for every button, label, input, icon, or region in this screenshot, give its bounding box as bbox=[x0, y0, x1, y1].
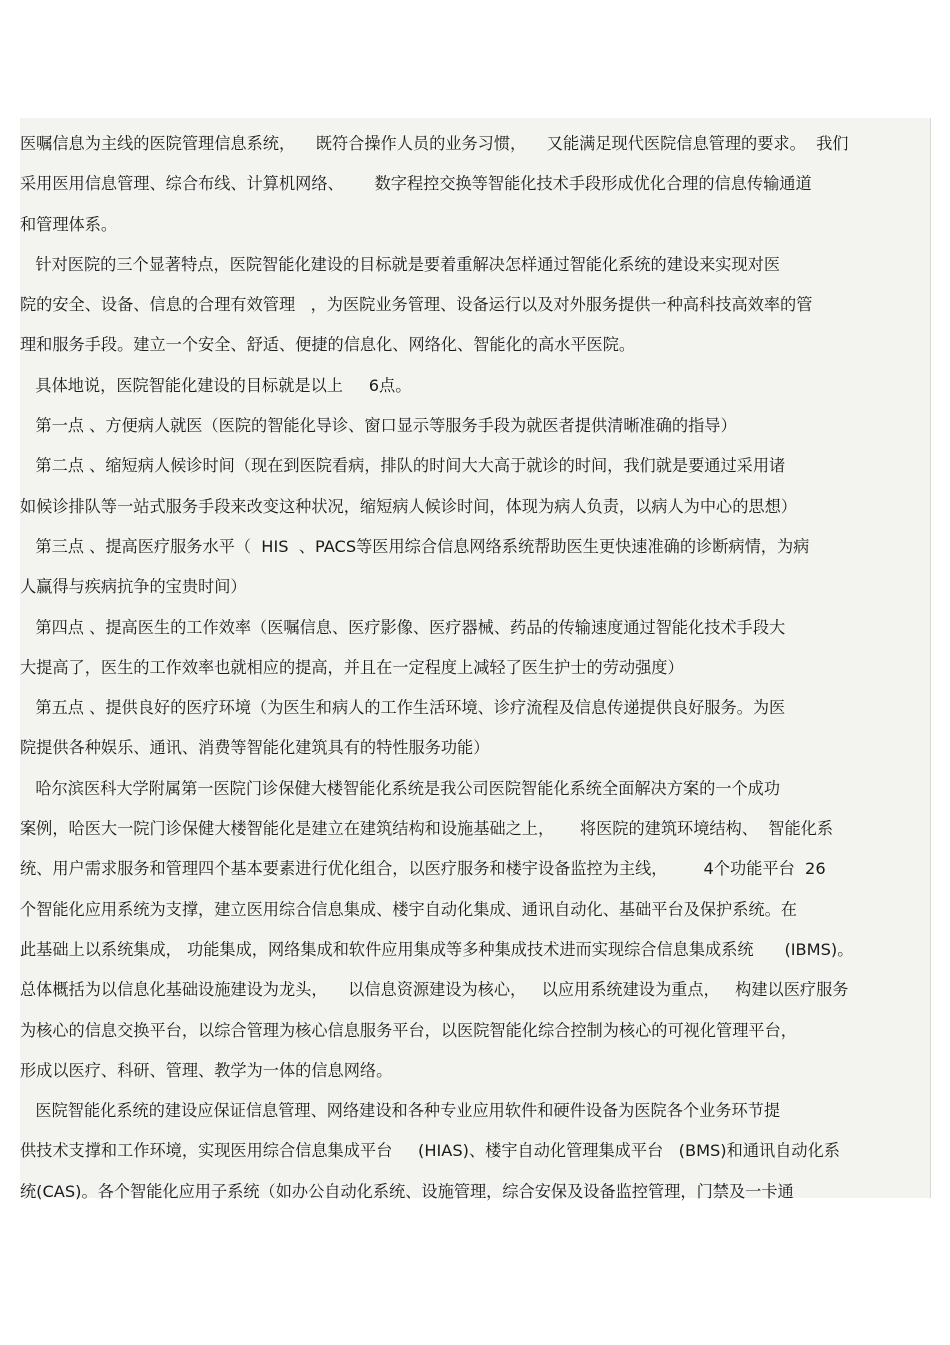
text-line: 第五点 、提供良好的医疗环境（为医生和病人的工作生活环境、诊疗流程及信息传递提供良好服务。为医 bbox=[20, 698, 786, 718]
text-line: 统、用户需求服务和管理四个基本要素进行优化组合，以医疗服务和楼宇设备监控为主线， 4个功能平台 26 bbox=[20, 859, 826, 879]
text-line: 理和服务手段。建立一个安全、舒适、便捷的信息化、网络化、智能化的高水平医院。 bbox=[20, 335, 636, 355]
text-line: 第一点 、方便病人就医（医院的智能化导诊、窗口显示等服务手段为就医者提供清晰准确的指导） bbox=[20, 416, 737, 436]
text-line: 和管理体系。 bbox=[20, 214, 118, 234]
text-line: 院的安全、设备、信息的合理有效管理 ，为医院业务管理、设备运行以及对外服务提供一种高科技高效率的管 bbox=[20, 295, 813, 315]
text-line: 形成以医疗、科研、管理、教学为一体的信息网络。 bbox=[20, 1060, 393, 1080]
text-line: 第四点 、提高医生的工作效率（医嘱信息、医疗影像、医疗器械、药品的传输速度通过智能化技术手段大 bbox=[20, 617, 786, 637]
text-line: 采用医用信息管理、综合布线、计算机网络、 数字程控交换等智能化技术手段形成优化合理的信息传输通道 bbox=[20, 174, 812, 194]
text-line: 案例，哈医大一院门诊保健大楼智能化是建立在建筑结构和设施基础之上， 将医院的建筑环境结构、 智能化系 bbox=[20, 819, 834, 839]
text-line: 院提供各种娱乐、通讯、消费等智能化建筑具有的特性服务功能） bbox=[20, 738, 490, 758]
text-line: 总体概括为以信息化基础设施建设为龙头， 以信息资源建设为核心， 以应用系统建设为重点， 构建以医疗服务 bbox=[20, 980, 849, 1000]
text-line: 具体地说，医院智能化建设的目标就是以上 6点。 bbox=[20, 375, 412, 395]
text-line: 人赢得与疾病抗争的宝贵时间） bbox=[20, 577, 247, 597]
text-line: 第二点 、缩短病人候诊时间（现在到医院看病，排队的时间大大高于就诊的时间，我们就是要通过采用诸 bbox=[20, 456, 786, 476]
text-line: 第三点 、提高医疗服务水平（ HIS 、PACS等医用综合信息网络系统帮助医生更快速准确的诊断病情，为病 bbox=[20, 536, 810, 556]
text-line: 此基础上以系统集成， 功能集成，网络集成和软件应用集成等多种集成技术进而实现综合信息集成系统 (IBMS)。 bbox=[20, 939, 854, 959]
text-line: 针对医院的三个显著特点，医院智能化建设的目标就是要着重解决怎样通过智能化系统的建设来实现对医 bbox=[20, 254, 781, 274]
text-line: 统(CAS)。各个智能化应用子系统（如办公自动化系统、设施管理，综合安保及设备监控管理，门禁及一卡通 bbox=[20, 1181, 794, 1201]
text-line: 医院智能化系统的建设应保证信息管理、网络建设和各种专业应用软件和硬件设备为医院各个业务环节提 bbox=[20, 1101, 781, 1121]
text-line: 大提高了，医生的工作效率也就相应的提高，并且在一定程度上减轻了医生护士的劳动强度） bbox=[20, 657, 684, 677]
document-body bbox=[20, 124, 930, 1212]
text-line: 个智能化应用系统为支撑，建立医用综合信息集成、楼宇自动化集成、通讯自动化、基础平台及保护系统。在 bbox=[20, 899, 797, 919]
text-line: 医嘱信息为主线的医院管理信息系统， 既符合操作人员的业务习惯， 又能满足现代医院信息管理的要求。 我们 bbox=[20, 134, 849, 153]
text-line: 哈尔滨医科大学附属第一医院门诊保健大楼智能化系统是我公司医院智能化系统全面解决方案的一个成功 bbox=[20, 778, 781, 798]
text-line: 供技术支撑和工作环境，实现医用综合信息集成平台 (HIAS)、楼宇自动化管理集成平台 (BMS)和通讯自动化系 bbox=[20, 1141, 840, 1161]
text-line: 为核心的信息交换平台，以综合管理为核心信息服务平台，以医院智能化综合控制为核心的可视化管理平台， bbox=[20, 1020, 797, 1040]
text-line: 如候诊排队等一站式服务手段来改变这种状况，缩短病人候诊时间，体现为病人负责，以病人为中心的思想） bbox=[20, 496, 797, 516]
